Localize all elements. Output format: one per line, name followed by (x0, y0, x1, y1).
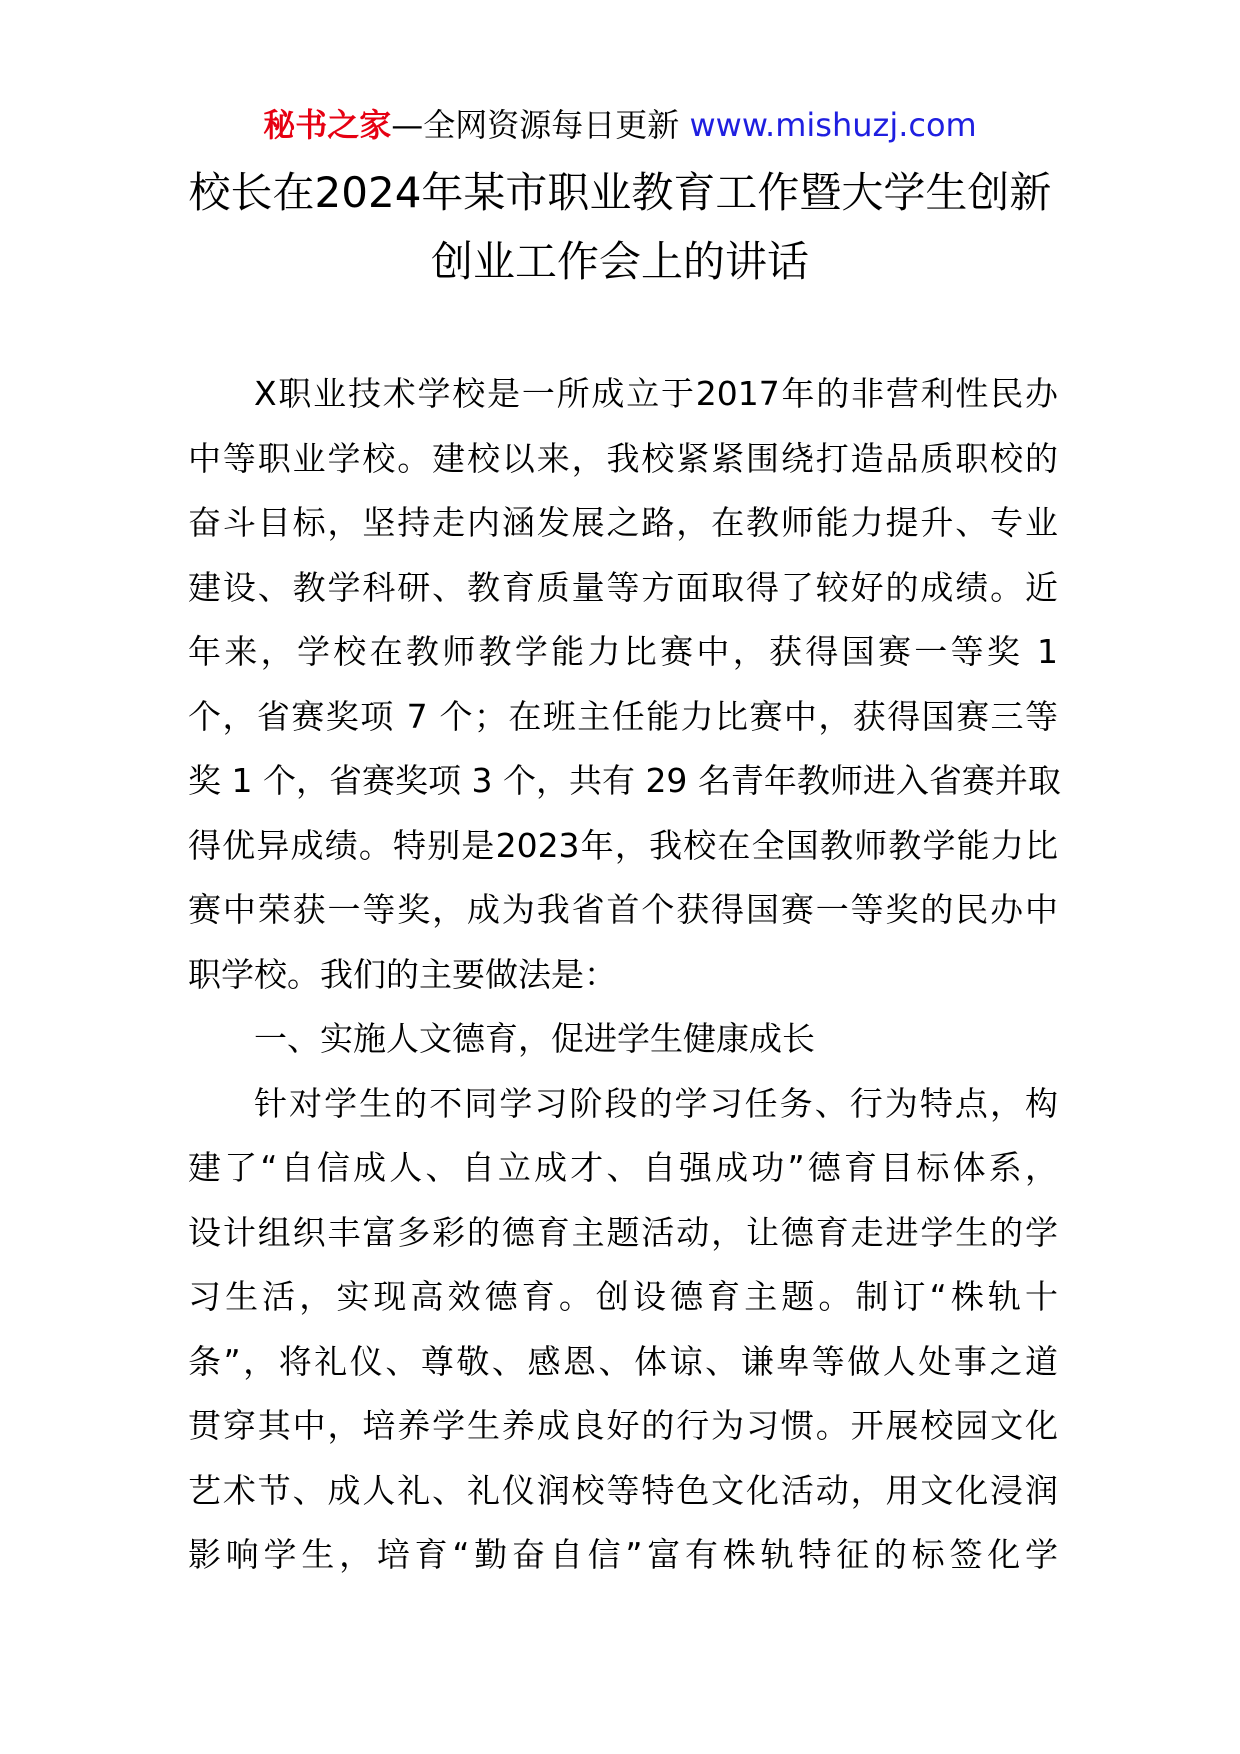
paragraph-line: 中等职业学校。建校以来，我校紧紧围绕打造品质职校的 (188, 438, 1058, 478)
document-title-line-2: 创业工作会上的讲话 (430, 237, 809, 286)
paragraph-line: 建设、教学科研、教育质量等方面取得了较好的成绩。近 (188, 567, 1058, 607)
paragraph-line: 条”，将礼仪、尊敬、感恩、体谅、谦卑等做人处事之道 (188, 1341, 1058, 1381)
paragraph-line: 得优异成绩。特别是2023年，我校在全国教师教学能力比 (188, 825, 1058, 865)
paragraph-line: 建了“自信成人、自立成才、自强成功”德育目标体系， (188, 1148, 1058, 1187)
paragraph-line: 职学校。我们的主要做法是： (188, 954, 617, 994)
paragraph-line: 设计组织丰富多彩的德育主题活动，让德育走进学生的学 (188, 1212, 1058, 1252)
paragraph-line: X职业技术学校是一所成立于2017年的非营利性民办 (254, 374, 1058, 413)
paragraph-line: 艺术节、成人礼、礼仪润校等特色文化活动，用文化浸润 (188, 1470, 1058, 1510)
paragraph-line: 习生活，实现高效德育。创设德育主题。制订“株轨十 (188, 1277, 1058, 1316)
site-header (0, 105, 1240, 145)
paragraph-line: 年来，学校在教师教学能力比赛中，获得国赛一等奖 1 (188, 632, 1058, 671)
paragraph-line: 奖 1 个，省赛奖项 3 个，共有 29 名青年教师进入省赛并取 (188, 761, 1061, 800)
paragraph-line: 奋斗目标，坚持走内涵发展之路，在教师能力提升、专业 (188, 503, 1058, 542)
paragraph-line: 赛中荣获一等奖，成为我省首个获得国赛一等奖的民办中 (188, 890, 1058, 929)
site-url-link[interactable]: www.mishuzj.com (689, 106, 977, 144)
paragraph-line: 个，省赛奖项 7 个；在班主任能力比赛中，获得国赛三等 (188, 696, 1058, 736)
document-title-line-1: 校长在2024年某市职业教育工作暨大学生创新 (188, 168, 1052, 217)
paragraph-line: 影响学生，培育“勤奋自信”富有株轨特征的标签化学 (188, 1535, 1058, 1574)
section-heading: 一、实施人文德育，促进学生健康成长 (254, 1019, 815, 1058)
header-slogan: —全网资源每日更新 (391, 106, 680, 144)
brand-name: 秘书之家 (263, 106, 392, 144)
paragraph-line: 针对学生的不同学习阶段的学习任务、行为特点，构 (254, 1083, 1058, 1123)
paragraph-line: 贯穿其中，培养学生养成良好的行为习惯。开展校园文化 (188, 1406, 1058, 1445)
document-body (188, 362, 1061, 1588)
